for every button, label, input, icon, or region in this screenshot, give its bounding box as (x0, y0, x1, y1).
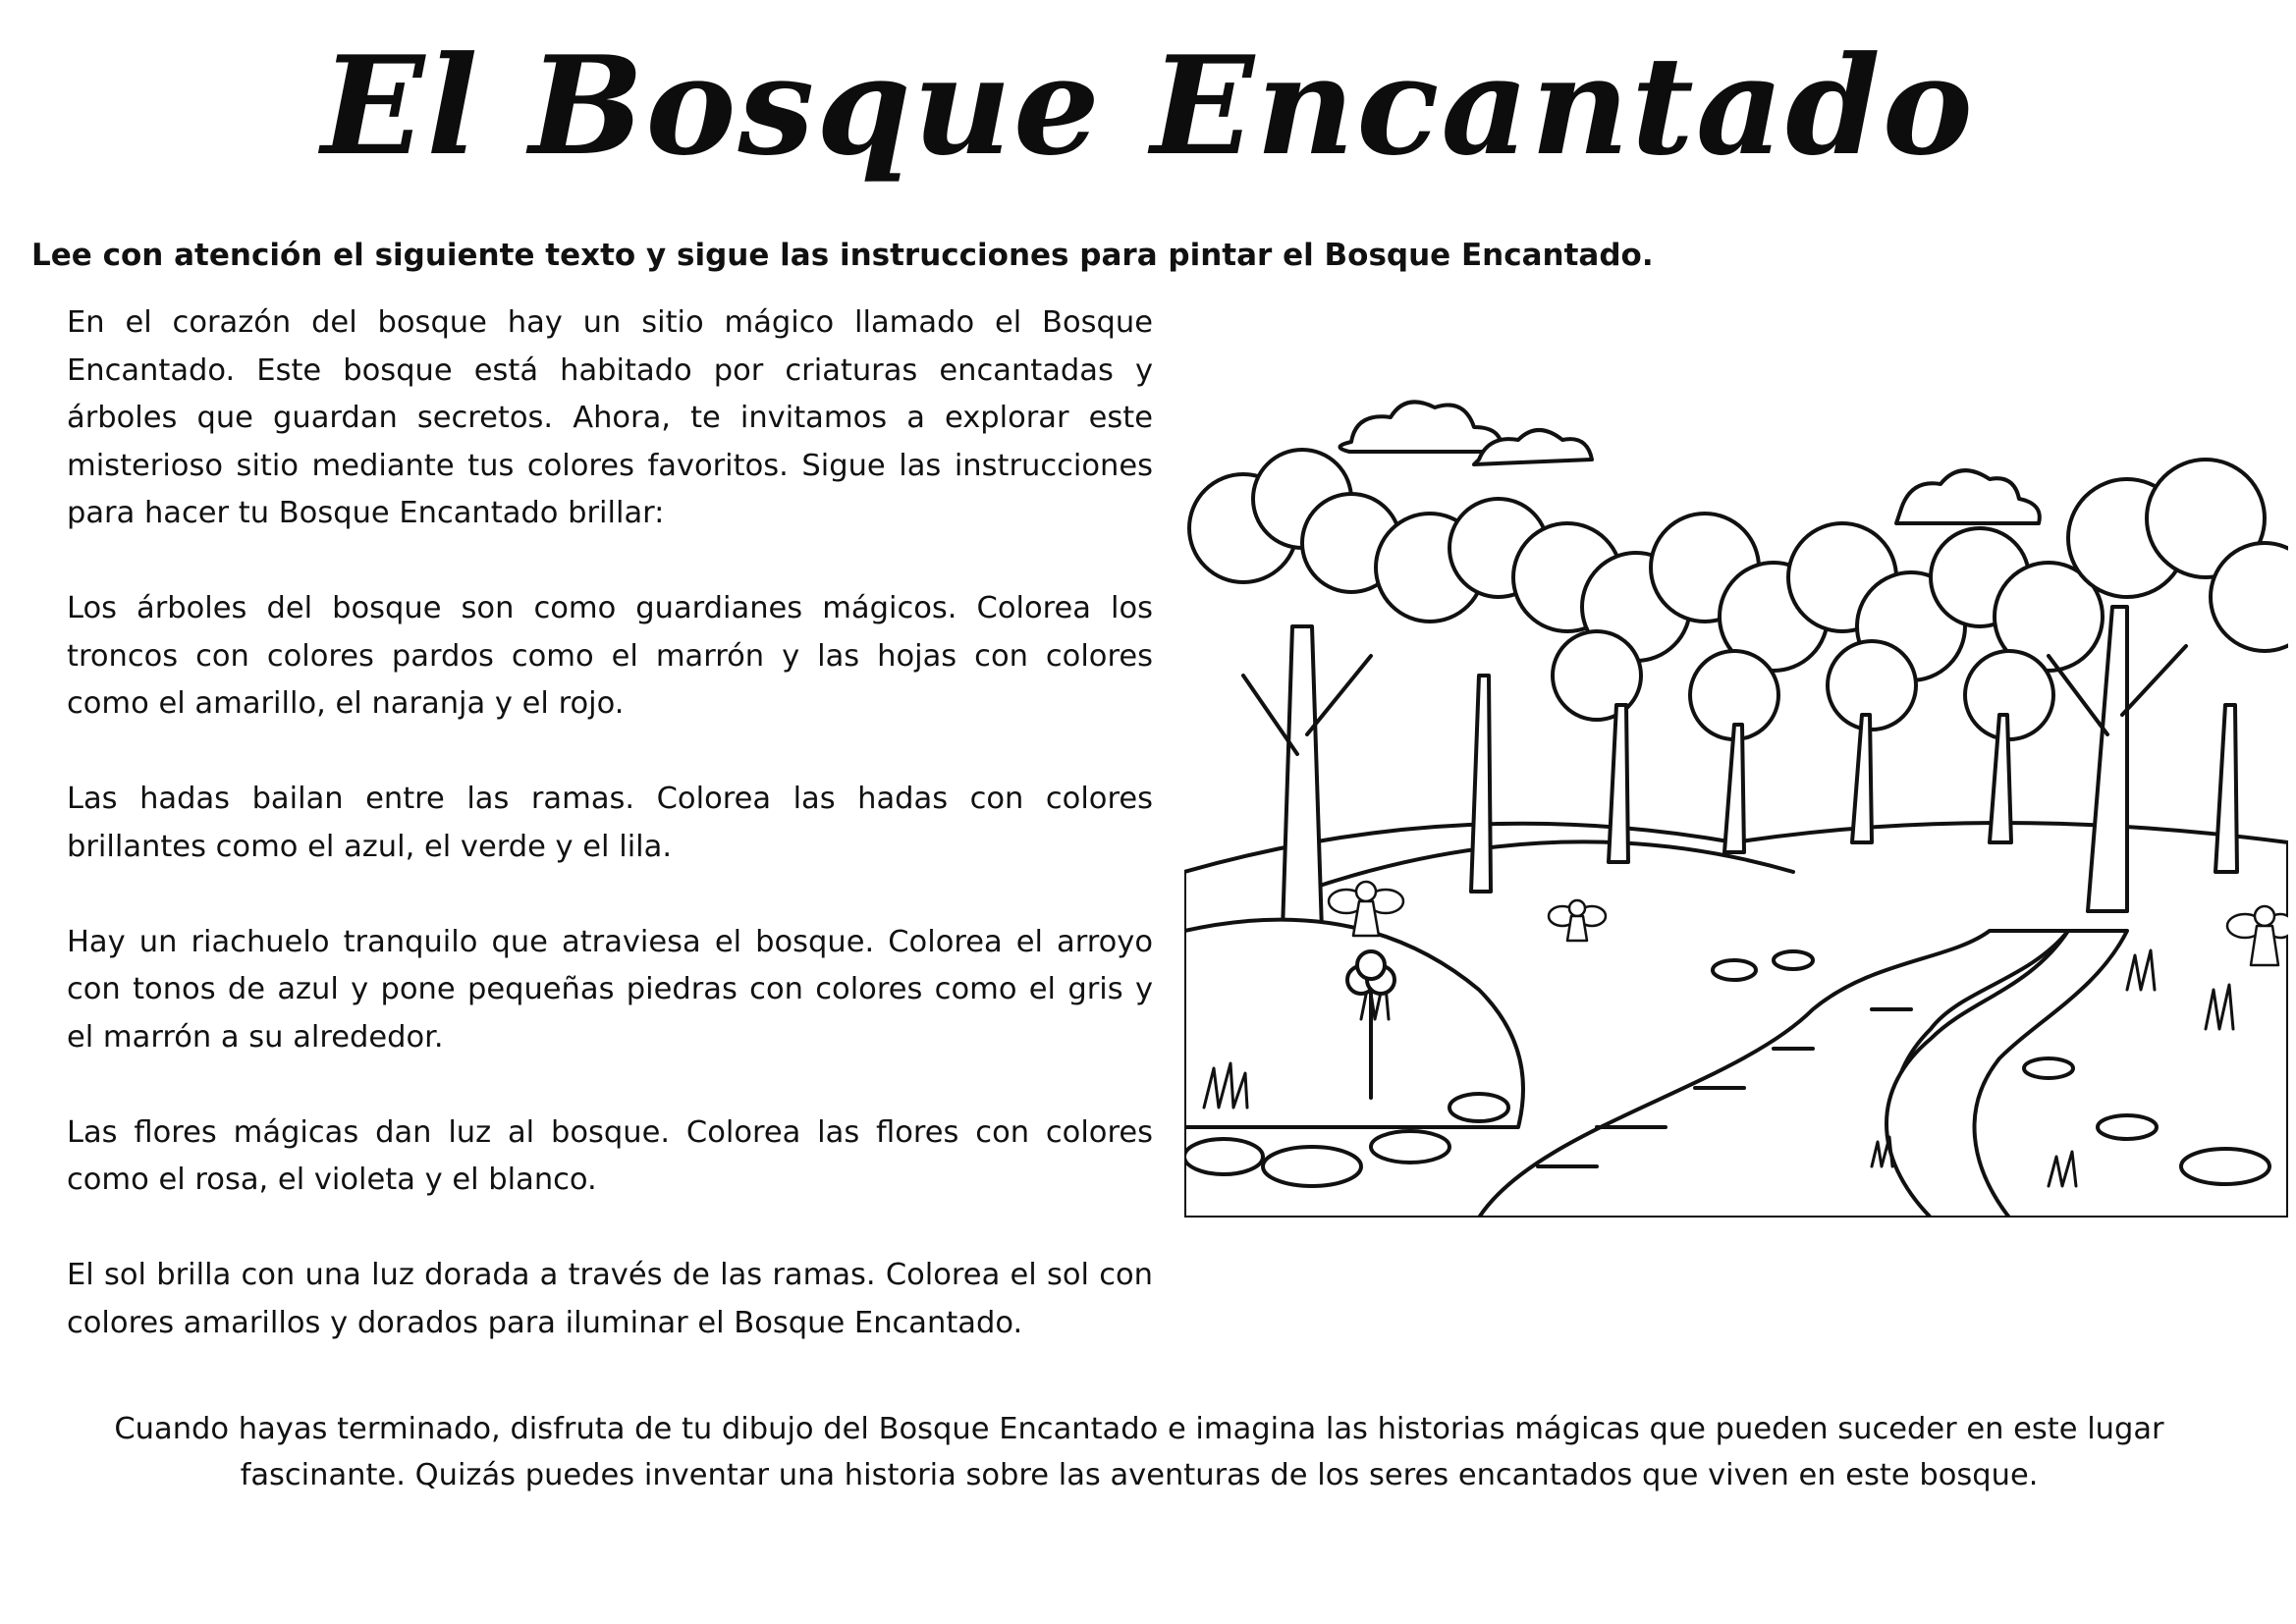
paragraph-flowers: Las flores mágicas dan luz al bosque. Colorea las flores con colores como el rosa, el violeta y el blanco. (67, 1114, 1153, 1197)
story-text (67, 299, 1153, 1347)
instruction-text: Lee con atención el siguiente texto y sigue las instrucciones para pintar el Bosque Encantado. (31, 238, 1654, 273)
closing-text: Cuando hayas terminado, disfruta de tu dibujo del Bosque Encantado e imagina las historias mágicas que pueden suceder en este lugar fascinante. Quizás puedes inventar una historia sobre las aventuras de los seres encantados que viven en este bosque. (114, 1412, 2164, 1492)
paragraph-trees: Los árboles del bosque son como guardianes mágicos. Colorea los troncos con colores pardos como el marrón y las hojas con colores como el amarillo, el naranja y el rojo. (67, 591, 1153, 721)
paragraph-sun: El sol brilla con una luz dorada a través de las ramas. Colorea el sol con colores amarillos y dorados para iluminar el Bosque Encantado. (67, 1258, 1153, 1340)
paragraph-intro: En el corazón del bosque hay un sitio mágico llamado el Bosque Encantado. Este bosque está habitado por criaturas encantadas y árboles que guardan secretos. Ahora, te invitamos a explorar este misterioso sitio mediante tus colores favoritos. Sigue las instrucciones para hacer tu Bosque Encantado brillar: (67, 305, 1153, 530)
cloud-icon (1339, 402, 2039, 523)
forest-coloring-illustration (1184, 381, 2288, 1218)
page-title: El Bosque Encantado (321, 26, 1975, 186)
paragraph-fairies: Las hadas bailan entre las ramas. Colorea las hadas con colores brillantes como el azul, el verde y el lila. (67, 782, 1153, 864)
paragraph-stream: Hay un riachuelo tranquilo que atraviesa el bosque. Colorea el arroyo con tonos de azul y pone pequeñas piedras con colores como el gris y el marrón a su alrededor. (67, 924, 1153, 1055)
